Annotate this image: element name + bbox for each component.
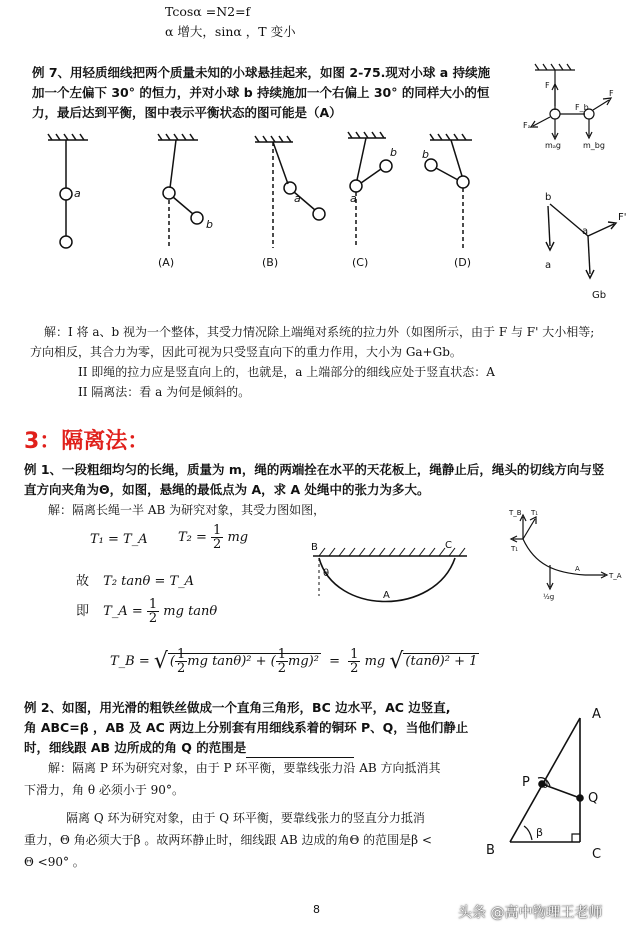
half-label-T1-top: T₁	[531, 509, 539, 517]
figC-label-b: b	[390, 146, 397, 159]
mid-label-b: b	[545, 192, 552, 203]
ex2-line-3-text: 时，细线跟 AB 边所成的角 Q 的范围是	[24, 740, 247, 755]
rope-label-C: C	[445, 540, 452, 551]
tri-label-C: C	[592, 847, 602, 860]
eq4-frac2-num: 1	[277, 647, 287, 662]
eq4-frac1-num: 1	[177, 647, 186, 662]
eq2-body: T₂ tanθ = T_A	[103, 574, 195, 589]
eq4: T_B = √ ( $\frac{1}{2}$ mg tanθ)² + ( $\frac{1}{2}$ mg)² = $\frac{1}{2}$ mg √ (tanθ)² + 1	[110, 647, 478, 676]
ex2-line-3	[24, 738, 494, 758]
eq3-fraction	[147, 598, 159, 625]
top-line-1: Tcosα =N2=f	[165, 4, 251, 19]
half-rope-force-diagram	[505, 505, 630, 605]
half-label-TB: T_B	[509, 509, 522, 517]
ex2-text	[24, 698, 494, 758]
ex7-line-1: 例 7、用轻质细线把两个质量未知的小球悬挂起来，如图 2-75.现对小球 a 持续施	[32, 65, 491, 80]
eq2-prefix: 故	[76, 574, 90, 589]
ex7-figures	[30, 130, 490, 275]
eq1-right	[178, 524, 248, 551]
ex2-line-2: 角 ABC=β ，AB 及 AC 两边上分别套有用细线系着的铜环 P、Q，当他们静止	[24, 720, 469, 735]
ex1-line-2: 直方向夹角为Θ，如图，悬绳的最低点为 A，求 A 处绳中的张力为多大。	[24, 482, 430, 497]
mid-label-Fprime: F'	[618, 212, 627, 223]
half-label-halfmg: ½g	[543, 593, 555, 601]
ex7-line-2: 加一个左偏下 30° 的恒力，并对小球 b 持续施加一个右偏上 30° 的同样大小的恒	[32, 85, 490, 100]
eq4-frac1	[175, 648, 187, 675]
force-mag-label: mₐg	[545, 141, 562, 150]
eq4-frac1-den: 2	[177, 661, 186, 676]
tri-label-B: B	[486, 843, 495, 858]
rope-label-theta: θ	[323, 568, 330, 579]
ex2-solution-line-2: 下滑力，角 θ 必须小于 90°。	[24, 783, 184, 797]
ex2-solution-line-1: 解：隔离 P 环为研究对象，由于 P 环平衡，要靠线张力沿 AB 方向抵消其	[48, 761, 441, 775]
mid-label-Gb: Gb	[592, 290, 607, 301]
fig-caption-B: (B)	[262, 256, 279, 269]
fig-caption-D: (D)	[454, 256, 472, 269]
half-label-T1: T₁	[511, 545, 519, 553]
fig-caption-A: (A)	[158, 256, 175, 269]
triangle-figure	[480, 700, 630, 860]
tri-label-P: P	[522, 775, 530, 790]
eq3-right: mg tanθ	[163, 604, 218, 619]
eq1-mg: mg	[227, 530, 249, 545]
ex1-text	[24, 460, 634, 500]
eq1-fraction	[211, 524, 223, 551]
solution7-line-2: 方向相反，其合力为零，因此可视为只受竖直向下的重力作用，大小为 Ga+Gb。	[30, 345, 462, 359]
eq1-left: T₁ = T_A	[90, 532, 148, 547]
figC-label-a: a	[350, 192, 357, 205]
ex2-solution-line-4: 重力，Θ 角必须大于β 。故两环静止时，细线跟 AB 边成的角Θ 的范围是β <	[24, 833, 432, 847]
fig1-label-a: a	[74, 187, 81, 200]
eq1-frac-den: 2	[213, 537, 222, 552]
eq3-left: T_A =	[103, 604, 147, 619]
ex2-solution-line-3: 隔离 Q 环为研究对象，由于 Q 环平衡，要靠线张力的竖直分力抵消	[66, 811, 425, 825]
eq3	[76, 598, 217, 625]
tri-label-beta: β	[536, 826, 544, 839]
force-diagram-top	[505, 62, 635, 157]
eq4-frac2	[276, 648, 288, 675]
force-Fb-label: F_b	[575, 103, 589, 112]
solution7-line-4: II 隔离法：看 a 为何是倾斜的。	[78, 385, 251, 399]
ex7-text	[32, 63, 502, 123]
ex2-solution-line-5: Θ <90° 。	[24, 855, 85, 869]
ex1-solution-line: 解：隔离长绳一半 AB 为研究对象，其受力图如图，	[48, 503, 326, 517]
ex2-line-1: 例 2、如图，用光滑的粗铁丝做成一个直角三角形，BC 边水平，AC 边竖直,	[24, 700, 451, 715]
tri-label-A: A	[592, 707, 601, 722]
rope-label-B: B	[311, 542, 318, 553]
mid-label-Ga: a	[545, 260, 552, 271]
eq3-prefix: 即	[76, 604, 90, 619]
ex7-line-3: 力，最后达到平衡，图中表示平衡状态的图可能是（A）	[32, 105, 342, 120]
eq1-right-prefix: T₂ =	[178, 530, 212, 545]
eq4-frac3-den: 2	[350, 661, 359, 676]
solution7-line-3: II 即绳的拉力应是竖直向上的，也就是，a 上端部分的细线应处于竖直状态：A	[78, 365, 495, 379]
eq4-inner1: mg tanθ)² + (	[187, 654, 276, 669]
force-F-label: F	[545, 81, 550, 90]
top-line-2: α 增大，sinα ，T 变小	[165, 24, 296, 39]
half-label-A: A	[575, 565, 580, 573]
eq4-frac3-num: 1	[350, 647, 359, 662]
figB-label-a: a	[294, 192, 301, 205]
tri-label-Q: Q	[588, 791, 599, 806]
page-number: 8	[313, 903, 320, 916]
half-label-TA: T_A	[609, 572, 622, 580]
solution7-line-1: 解：I 将 a、b 视为一个整体，其受力情况除上端绳对系统的拉力外（如图所示，由于 F 与 F' 大小相等;	[44, 325, 595, 339]
figA-label-b: b	[206, 218, 213, 231]
tri-label-theta: θ	[542, 780, 549, 791]
figD-label-b: b	[422, 148, 429, 161]
section-title: 3：隔离法：	[24, 429, 150, 454]
watermark: 头条 @高中物理王老师	[458, 905, 603, 921]
force-mbg-label: m_bg	[583, 141, 605, 150]
mid-label-a: a	[582, 226, 589, 237]
rope-label-A: A	[383, 590, 390, 601]
force-Fa-label: Fₐ	[523, 121, 531, 130]
eq4-left: T_B =	[110, 654, 150, 669]
force-F-right-label: F	[609, 89, 614, 98]
answer-blank[interactable]	[246, 743, 354, 758]
eq4-equals: =	[329, 654, 341, 669]
ex1-line-1: 例 1、一段粗细均匀的长绳，质量为 m，绳的两端拴在水平的天花板上，绳静止后，绳头的切线方向与竖	[24, 462, 605, 477]
fig-caption-C: (C)	[352, 256, 369, 269]
force-diagram-mid	[520, 190, 635, 305]
eq1-frac-num: 1	[213, 523, 222, 538]
eq3-frac-num: 1	[148, 597, 158, 612]
eq4-root: (tanθ)² + 1	[405, 654, 478, 669]
eq4-frac2-den: 2	[277, 661, 287, 676]
eq4-frac3	[348, 648, 360, 675]
eq4-right: mg	[364, 654, 386, 669]
eq2	[76, 570, 194, 589]
eq4-inner2: mg)²	[288, 654, 319, 669]
eq3-frac-den: 2	[148, 611, 158, 626]
rope-figure	[305, 536, 475, 626]
solution7	[30, 322, 635, 402]
ex2-solution	[24, 757, 494, 873]
